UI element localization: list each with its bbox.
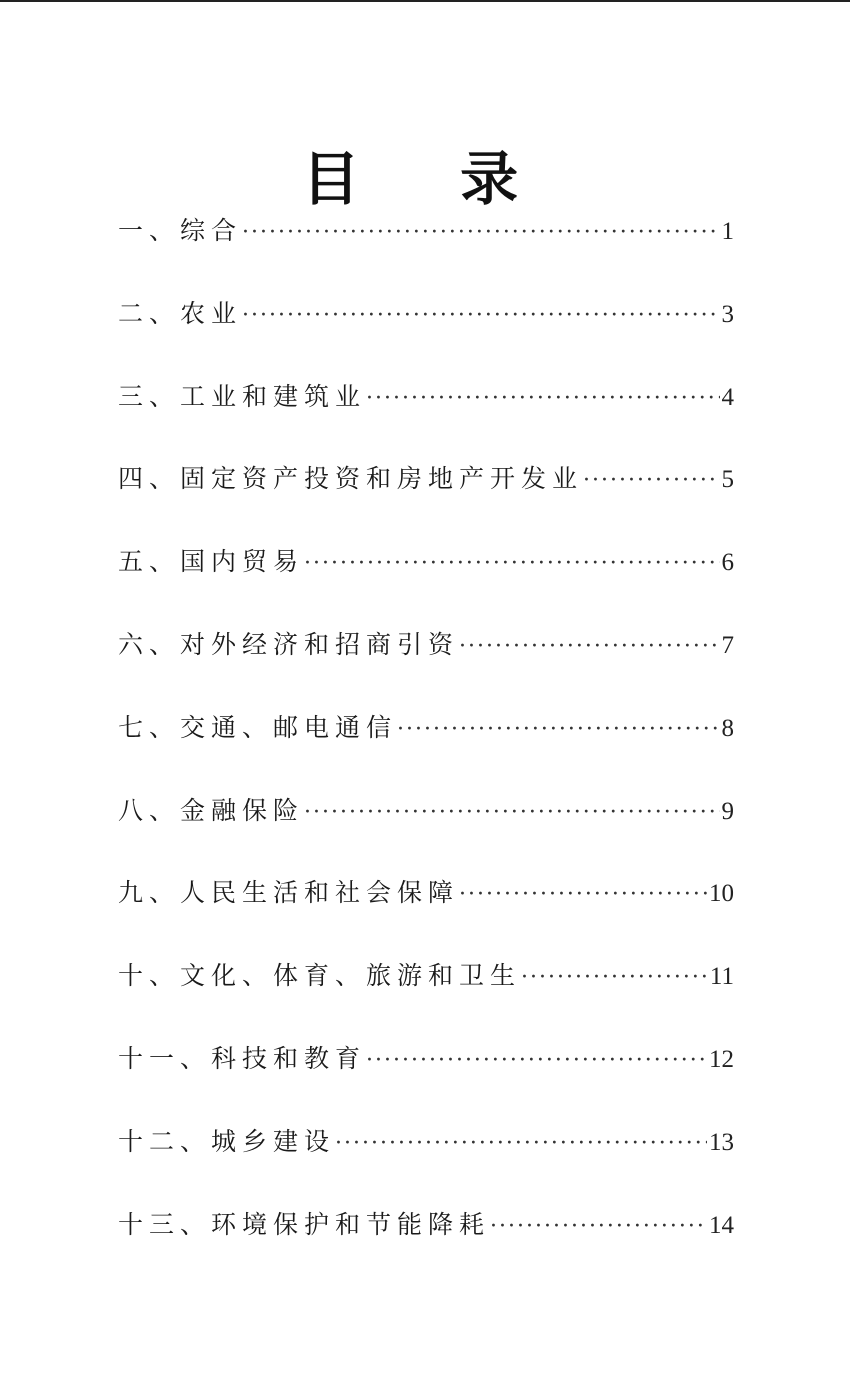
toc-page-number: 12 [709,1045,734,1073]
toc-entry[interactable] [118,704,734,787]
toc-entry-label: 三、工业和建筑业 [118,381,367,411]
dot-leader [242,292,719,340]
dot-leader [366,375,719,423]
toc-page-number: 6 [721,549,734,577]
toc-entry-label: 六、对外经济和招商引资 [118,629,460,659]
toc-entry-label: 九、人民生活和社会保障 [118,878,460,908]
toc-page-number: 14 [709,1211,734,1239]
page-title: 目 录 [301,144,559,213]
toc-page-number: 7 [721,631,734,659]
toc-entry[interactable] [118,207,734,290]
toc-entry-label: 十、文化、体育、旅游和卫生 [118,961,522,991]
toc-entry[interactable] [118,952,734,1035]
dot-leader [335,1120,707,1168]
toc-entry[interactable] [118,787,734,870]
toc-entry[interactable] [118,538,734,621]
toc-page-number: 1 [721,218,734,245]
toc-entry-label: 四、固定资产投资和房地产开发业 [118,464,584,494]
toc-page-number: 4 [721,383,734,411]
toc-page-number: 8 [721,714,734,742]
dot-leader [304,540,719,588]
top-border-rule [0,0,850,2]
toc-page-number: 11 [709,963,734,991]
toc-entry-label: 十一、科技和教育 [118,1043,367,1073]
toc-entry[interactable] [118,869,734,952]
toc-entry[interactable] [118,455,734,538]
toc-entry-label: 二、农业 [118,298,243,328]
toc-entry-label: 十二、城乡建设 [118,1126,336,1156]
toc-entry[interactable] [118,621,734,704]
toc-entry-label: 一、综合 [118,216,243,245]
toc-page-number: 9 [721,797,734,825]
toc-page-number: 13 [709,1128,734,1156]
toc-entry[interactable] [118,290,734,373]
table-of-contents [118,207,734,1283]
dot-leader [242,209,719,257]
toc-entry-label: 五、国内贸易 [118,547,305,577]
dot-leader [490,1203,707,1251]
toc-page-number: 5 [721,466,734,494]
toc-entry[interactable] [118,1118,734,1201]
toc-page-number: 10 [709,880,734,908]
toc-entry[interactable] [118,1035,734,1118]
dot-leader [459,871,707,919]
dot-leader [304,789,719,837]
toc-entry-label: 十三、环境保护和节能降耗 [118,1209,491,1239]
toc-entry[interactable] [118,373,734,456]
toc-entry-label: 八、金融保险 [118,795,305,825]
toc-entry-label: 七、交通、邮电通信 [118,712,398,742]
dot-leader [397,706,719,754]
dot-leader [521,954,708,1002]
dot-leader [583,457,719,505]
toc-entry[interactable] [118,1201,734,1284]
dot-leader [459,623,719,671]
dot-leader [366,1037,707,1085]
toc-page-number: 3 [721,300,734,328]
